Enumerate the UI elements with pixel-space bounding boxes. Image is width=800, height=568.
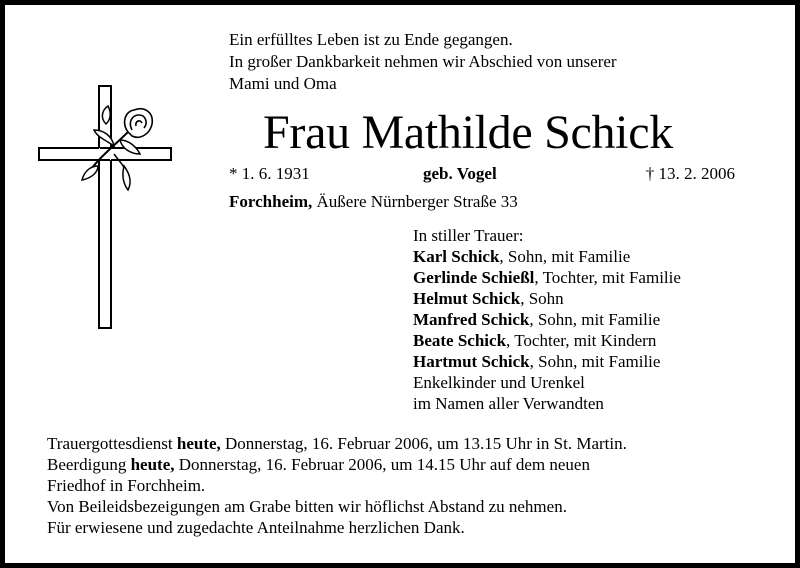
maiden-name: geb. Vogel	[423, 164, 497, 183]
mourner-relation: , Sohn, mit Familie	[529, 310, 661, 329]
burial-details: Donnerstag, 16. Februar 2006, um 14.15 Uhr auf dem neuen	[174, 455, 590, 474]
burial-today: heute,	[130, 455, 175, 474]
burial-text: Beerdigung	[47, 455, 131, 474]
mourner-name: Gerlinde Schießl	[413, 268, 535, 287]
mourner-relation: , Tochter, mit Familie	[534, 268, 681, 287]
thanks-line: Für erwiesene und zugedachte Anteilnahme herzlichen Dank.	[47, 518, 465, 537]
mourner-relation: , Sohn, mit Familie	[499, 247, 631, 266]
service-today: heute,	[176, 434, 221, 453]
mourners-list	[413, 225, 681, 414]
list-item	[413, 267, 681, 288]
condolence-request: Von Beileidsbezeigungen am Grabe bitten wir höflichst Abstand zu nehmen.	[47, 497, 567, 516]
mourner-name: Hartmut Schick	[413, 352, 530, 371]
mourner-name: Manfred Schick	[413, 310, 530, 329]
mourner-name: Beate Schick	[413, 331, 507, 350]
list-item	[413, 288, 681, 309]
mourners-extra: Enkelkinder und Urenkel	[413, 373, 585, 392]
intro-line: In großer Dankbarkeit nehmen wir Abschied von unserer	[229, 52, 617, 71]
list-item	[413, 246, 681, 267]
mourner-name: Karl Schick	[413, 247, 500, 266]
mourner-name: Helmut Schick	[413, 289, 521, 308]
mourners-extra: im Namen aller Verwandten	[413, 394, 604, 413]
life-dates	[229, 163, 735, 185]
service-line	[47, 433, 627, 454]
cross-with-rose-icon	[36, 82, 176, 332]
birth-date: * 1. 6. 1931	[229, 164, 310, 183]
intro-text	[229, 29, 617, 95]
deceased-name: Frau Mathilde Schick	[263, 106, 673, 159]
list-item	[413, 351, 681, 372]
address-city: Forchheim,	[229, 192, 313, 211]
death-date: † 13. 2. 2006	[645, 164, 735, 183]
address-street: Äußere Nürnberger Straße 33	[312, 192, 518, 211]
service-details: Donnerstag, 16. Februar 2006, um 13.15 Uhr in St. Martin.	[220, 434, 627, 453]
intro-line: Ein erfülltes Leben ist zu Ende gegangen.	[229, 30, 513, 49]
service-text: Trauergottesdienst	[47, 434, 177, 453]
list-item	[413, 330, 681, 351]
mourner-relation: , Tochter, mit Kindern	[506, 331, 657, 350]
mourner-relation: , Sohn	[520, 289, 564, 308]
list-item	[413, 309, 681, 330]
address	[229, 191, 518, 212]
burial-location: Friedhof in Forchheim.	[47, 476, 206, 495]
intro-line: Mami und Oma	[229, 74, 337, 93]
funeral-info	[47, 433, 627, 538]
burial-line	[47, 454, 627, 475]
mourner-relation: , Sohn, mit Familie	[529, 352, 661, 371]
mourners-header: In stiller Trauer:	[413, 226, 524, 245]
